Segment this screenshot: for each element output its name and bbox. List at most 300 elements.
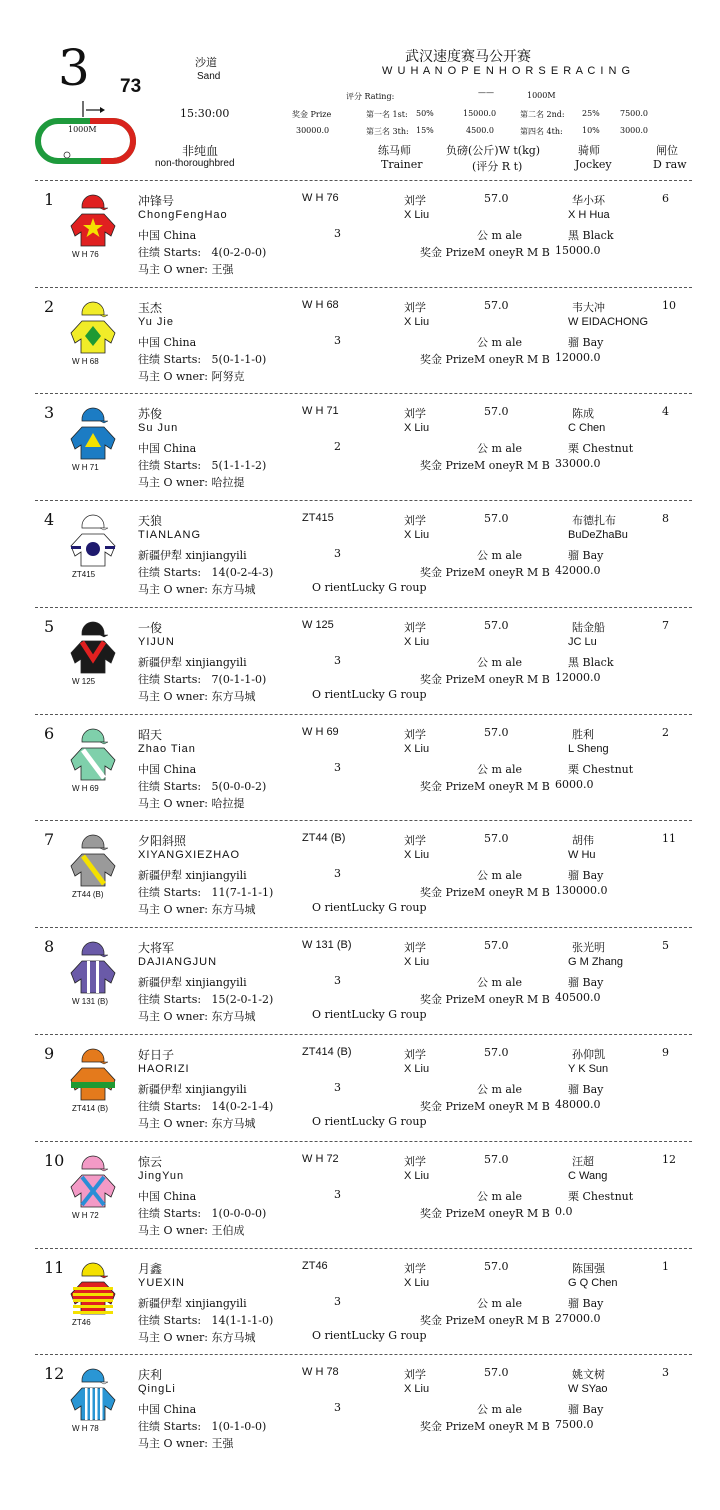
owner [138, 1329, 256, 1345]
trainer-cn: 刘学 [404, 301, 426, 314]
trainer-cn: 刘学 [404, 941, 426, 954]
horse-sex: 公 m ale [477, 869, 523, 882]
starts-label: 往绩 Starts: [138, 780, 202, 793]
fourth-amount: 3000.0 [620, 126, 648, 135]
jockey-cn: 张光明 [572, 941, 605, 954]
horse-name-en: Yu Jie [138, 316, 174, 328]
trainer-cn: 刘学 [404, 621, 426, 634]
breed-en: non-thoroughbred [155, 158, 235, 169]
trainer-en: X Liu [404, 209, 430, 221]
draw: 1 [662, 1260, 669, 1273]
entry-row-11 [0, 1252, 720, 1358]
owner-label: 马主 O wner: [138, 476, 208, 489]
weight: 57.0 [484, 939, 509, 952]
jockey-silks-icon [68, 512, 118, 568]
owner-label: 马主 O wner: [138, 690, 208, 703]
jockey-en: G Q Chen [568, 1277, 618, 1289]
starts-record: 5(0-1-1-0) [211, 353, 267, 366]
draw: 7 [662, 619, 669, 632]
entry-row-2 [0, 291, 720, 397]
starts-record: 7(0-1-1-0) [211, 673, 267, 686]
owner-name: 东方马城 [211, 903, 256, 916]
horse-colour: 黑 Black [568, 229, 614, 242]
starts-record: 11(7-1-1-1) [211, 886, 274, 899]
origin: 中国 China [138, 442, 197, 455]
second-amount: 7500.0 [620, 109, 648, 118]
horse-colour: 栗 Chestnut [568, 442, 634, 455]
starts-record: 4(0-2-0-0) [211, 246, 267, 259]
second-pct: 25% [582, 109, 600, 118]
owner-label: 马主 O wner: [138, 370, 208, 383]
owner-label: 马主 O wner: [138, 1437, 208, 1450]
horse-name-en: YIJUN [138, 636, 175, 648]
prize-money-label: 奖金 PrizeM oneyR M B [420, 353, 550, 366]
prize-money-label: 奖金 PrizeM oneyR M B [420, 1207, 550, 1220]
starts [138, 1098, 273, 1114]
owner-group: O rientLucky G roup [312, 1329, 427, 1342]
brand-code: W H 68 [72, 357, 99, 366]
jockey-en: W SYao [568, 1383, 608, 1395]
jockey-en: W EIDACHONG [568, 316, 649, 328]
starts [138, 671, 266, 687]
starts [138, 1205, 266, 1221]
jockey-silks-icon [68, 619, 118, 675]
horse-colour: 骝 Bay [568, 869, 604, 882]
horse-colour: 骝 Bay [568, 1403, 604, 1416]
brand-code: W H 69 [72, 784, 99, 793]
header-draw-en: D raw [653, 158, 687, 171]
horse-name-en: XIYANGXIEZHAO [138, 849, 241, 861]
horse-code: W H 69 [302, 726, 339, 738]
prize-label: 奖金 Prize [292, 110, 332, 119]
starts-record: 14(0-2-4-3) [211, 566, 274, 579]
horse-sex: 公 m ale [477, 763, 523, 776]
race-title-en: W U H A N O P E N H O R S E R A C I N G [382, 65, 632, 77]
owner [138, 1222, 245, 1238]
horse-name-en: YUEXIN [138, 1277, 185, 1289]
brand-code: ZT414 (B) [72, 1104, 109, 1113]
horse-name-cn: 好日子 [138, 1048, 175, 1062]
horse-rating: 3 [334, 761, 341, 774]
prize-money: 130000.0 [555, 884, 608, 897]
brand-code: W H 72 [72, 1211, 99, 1220]
starts [138, 564, 273, 580]
starts [138, 884, 273, 900]
saddle-number: 7 [44, 830, 55, 849]
horse-code: W H 78 [302, 1366, 339, 1378]
owner [138, 1115, 256, 1131]
draw: 9 [662, 1046, 669, 1059]
starts [138, 778, 266, 794]
origin: 新疆伊犁 xinjiangyili [138, 1083, 247, 1096]
trainer-en: X Liu [404, 956, 430, 968]
prize-money-label: 奖金 PrizeM oneyR M B [420, 993, 550, 1006]
second-label: 第二名 2nd: [520, 110, 565, 119]
horse-colour: 黑 Black [568, 656, 614, 669]
jockey-en: JC Lu [568, 636, 597, 648]
starts-label: 往绩 Starts: [138, 1100, 202, 1113]
weight: 57.0 [484, 512, 509, 525]
horse-code: W H 72 [302, 1153, 339, 1165]
jockey-en: X H Hua [568, 209, 610, 221]
prize-money-label: 奖金 PrizeM oneyR M B [420, 246, 550, 259]
jockey-en: BuDeZhaBu [568, 529, 628, 541]
jockey-cn: 孙仰凯 [572, 1048, 605, 1061]
horse-name-en: Su Jun [138, 422, 179, 434]
trainer-cn: 刘学 [404, 1155, 426, 1168]
saddle-number: 3 [44, 403, 55, 422]
header-weight-en: (评分 R t) [472, 160, 523, 173]
row-divider [35, 820, 692, 821]
horse-rating: 3 [334, 1295, 341, 1308]
starts-label: 往绩 Starts: [138, 353, 202, 366]
horse-rating: 3 [334, 334, 341, 347]
origin: 新疆伊犁 xinjiangyili [138, 976, 247, 989]
weight: 57.0 [484, 1153, 509, 1166]
header-weight-cn: 负磅(公斤)W t(kg) [446, 144, 541, 157]
horse-rating: 2 [334, 440, 341, 453]
row-divider [35, 500, 692, 501]
starts [138, 1312, 273, 1328]
brand-code: ZT46 [72, 1318, 91, 1327]
horse-sex: 公 m ale [477, 229, 523, 242]
trainer-en: X Liu [404, 529, 430, 541]
prize-money: 27000.0 [555, 1312, 601, 1325]
draw: 10 [662, 299, 676, 312]
draw: 5 [662, 939, 669, 952]
horse-sex: 公 m ale [477, 549, 523, 562]
owner [138, 368, 245, 384]
trainer-en: X Liu [404, 849, 430, 861]
brand-code: W H 76 [72, 250, 99, 259]
weight: 57.0 [484, 726, 509, 739]
row-divider [35, 1141, 692, 1142]
jockey-silks-icon [68, 1260, 118, 1316]
trainer-cn: 刘学 [404, 194, 426, 207]
trainer-en: X Liu [404, 1277, 430, 1289]
horse-rating: 3 [334, 974, 341, 987]
brand-code: W 125 [72, 677, 96, 686]
jockey-silks-icon [68, 832, 118, 888]
starts-label: 往绩 Starts: [138, 993, 202, 1006]
owner-label: 马主 O wner: [138, 1224, 208, 1237]
owner-name: 东方马城 [211, 1331, 256, 1344]
owner [138, 1435, 234, 1451]
weight: 57.0 [484, 619, 509, 632]
jockey-silks-icon [68, 192, 118, 248]
saddle-number: 1 [44, 190, 55, 209]
starts-record: 14(0-2-1-4) [211, 1100, 274, 1113]
horse-name-en: Zhao Tian [138, 743, 196, 755]
trainer-en: X Liu [404, 743, 430, 755]
horse-colour: 骝 Bay [568, 1083, 604, 1096]
horse-sex: 公 m ale [477, 976, 523, 989]
prize-money: 7500.0 [555, 1418, 594, 1431]
horse-name-en: DAJIANGJUN [138, 956, 218, 968]
jockey-cn: 陆金船 [572, 621, 605, 634]
jockey-en: L Sheng [568, 743, 609, 755]
trainer-en: X Liu [404, 636, 430, 648]
owner [138, 1008, 256, 1024]
owner-label: 马主 O wner: [138, 583, 208, 596]
horse-code: W 131 (B) [302, 939, 352, 951]
fourth-label: 第四名 4th: [520, 127, 563, 136]
prize-money: 12000.0 [555, 671, 601, 684]
header-trainer-cn: 练马师 [378, 144, 411, 157]
jockey-silks-icon [68, 726, 118, 782]
row-divider [35, 714, 692, 715]
jockey-en: C Chen [568, 422, 606, 434]
brand-code: W H 71 [72, 463, 99, 472]
owner-name: 东方马城 [211, 690, 256, 703]
header-draw-cn: 闸位 [656, 144, 678, 157]
origin: 新疆伊犁 xinjiangyili [138, 656, 247, 669]
owner-group: O rientLucky G roup [312, 1008, 427, 1021]
first-label: 第一名 1st: [366, 110, 408, 119]
entry-row-8 [0, 931, 720, 1037]
draw: 8 [662, 512, 669, 525]
weight: 57.0 [484, 1046, 509, 1059]
starts-label: 往绩 Starts: [138, 566, 202, 579]
starts-record: 15(2-0-1-2) [211, 993, 274, 1006]
starts-label: 往绩 Starts: [138, 1420, 202, 1433]
owner-label: 马主 O wner: [138, 263, 208, 276]
saddle-number: 5 [44, 617, 55, 636]
owner-group: O rientLucky G roup [312, 688, 427, 701]
trainer-cn: 刘学 [404, 1368, 426, 1381]
header-jockey-en: Jockey [575, 158, 612, 171]
starts-label: 往绩 Starts: [138, 673, 202, 686]
horse-colour: 骝 Bay [568, 976, 604, 989]
brand-code: ZT44 (B) [72, 890, 104, 899]
starts-record: 14(1-1-1-0) [211, 1314, 274, 1327]
surface-en: Sand [197, 71, 221, 82]
start-arrow-icon [78, 99, 106, 119]
starts-record: 5(1-1-1-2) [211, 459, 267, 472]
jockey-en: Y K Sun [568, 1063, 609, 1075]
horse-name-cn: 冲锋号 [138, 194, 175, 208]
prize-money: 15000.0 [555, 244, 601, 257]
owner-name: 哈拉提 [211, 476, 245, 489]
owner-name: 东方马城 [211, 583, 256, 596]
header-trainer-en: Trainer [381, 158, 423, 171]
horse-name-cn: 一俊 [138, 621, 163, 635]
starts-label: 往绩 Starts: [138, 886, 202, 899]
owner [138, 474, 245, 490]
entry-row-5 [0, 611, 720, 717]
owner [138, 261, 234, 277]
prize-money: 6000.0 [555, 778, 594, 791]
trainer-cn: 刘学 [404, 407, 426, 420]
horse-name-cn: 苏俊 [138, 407, 163, 421]
horse-name-cn: 庆利 [138, 1368, 163, 1382]
weight: 57.0 [484, 832, 509, 845]
owner-group: O rientLucky G roup [312, 1115, 427, 1128]
prize-money: 12000.0 [555, 351, 601, 364]
first-amount: 15000.0 [463, 109, 497, 118]
starts-record: 1(0-0-0-0) [211, 1207, 267, 1220]
third-amount: 4500.0 [466, 126, 494, 135]
origin: 中国 China [138, 336, 197, 349]
horse-rating: 3 [334, 1081, 341, 1094]
owner-label: 马主 O wner: [138, 1117, 208, 1130]
rating-label: 评分 Rating: [346, 92, 395, 101]
draw: 11 [662, 832, 676, 845]
first-pct: 50% [416, 109, 434, 118]
saddle-number: 8 [44, 937, 55, 956]
horse-name-en: TIANLANG [138, 529, 202, 541]
horse-rating: 3 [334, 867, 341, 880]
row-divider [35, 927, 692, 928]
origin: 中国 China [138, 229, 197, 242]
row-divider [35, 1354, 692, 1355]
horse-sex: 公 m ale [477, 656, 523, 669]
horse-name-en: ChongFengHao [138, 209, 228, 221]
race-title-cn: 武汉速度赛马公开赛 [405, 49, 531, 65]
brand-code: W H 78 [72, 1424, 99, 1433]
trainer-cn: 刘学 [404, 1048, 426, 1061]
horse-code: ZT46 [302, 1260, 328, 1272]
origin: 新疆伊犁 xinjiangyili [138, 549, 247, 562]
horse-code: ZT44 (B) [302, 832, 346, 844]
third-pct: 15% [416, 126, 434, 135]
jockey-cn: 韦大冲 [572, 301, 605, 314]
trainer-cn: 刘学 [404, 1262, 426, 1275]
owner [138, 688, 256, 704]
row-divider [35, 287, 692, 288]
starts-label: 往绩 Starts: [138, 1314, 202, 1327]
weight: 57.0 [484, 299, 509, 312]
track-diagram [35, 118, 136, 164]
jockey-en: W Hu [568, 849, 596, 861]
owner [138, 581, 256, 597]
prize-money-label: 奖金 PrizeM oneyR M B [420, 780, 550, 793]
horse-name-cn: 天狼 [138, 514, 163, 528]
row-divider [35, 607, 692, 608]
jockey-cn: 胜利 [572, 728, 594, 741]
starts [138, 351, 266, 367]
horse-colour: 骝 Bay [568, 549, 604, 562]
entry-row-12 [0, 1358, 720, 1464]
owner-name: 哈拉提 [211, 797, 245, 810]
jockey-cn: 陈成 [572, 407, 594, 420]
horse-colour: 栗 Chestnut [568, 763, 634, 776]
horse-name-cn: 惊云 [138, 1155, 163, 1169]
owner-group: O rientLucky G roup [312, 901, 427, 914]
saddle-number: 6 [44, 724, 55, 743]
trainer-cn: 刘学 [404, 728, 426, 741]
horse-rating: 3 [334, 1401, 341, 1414]
prize-money-label: 奖金 PrizeM oneyR M B [420, 459, 550, 472]
horse-name-en: JingYun [138, 1170, 185, 1182]
draw: 2 [662, 726, 669, 739]
breed-cn: 非纯血 [182, 144, 219, 158]
header-divider [35, 180, 692, 181]
header-jockey-cn: 骑师 [578, 144, 600, 157]
origin: 中国 China [138, 1190, 197, 1203]
jockey-silks-icon [68, 405, 118, 461]
jockey-cn: 布德扎布 [572, 514, 616, 527]
row-divider [35, 1248, 692, 1249]
draw: 3 [662, 1366, 669, 1379]
horse-name-en: QingLi [138, 1383, 176, 1395]
entry-row-7 [0, 824, 720, 930]
prize-money-label: 奖金 PrizeM oneyR M B [420, 1100, 550, 1113]
horse-sex: 公 m ale [477, 1403, 523, 1416]
jockey-en: C Wang [568, 1170, 608, 1182]
horse-code: W H 76 [302, 192, 339, 204]
brand-code: W 131 (B) [72, 997, 109, 1006]
jockey-silks-icon [68, 1366, 118, 1422]
owner-name: 阿努克 [211, 370, 245, 383]
origin: 中国 China [138, 763, 197, 776]
row-divider [35, 1034, 692, 1035]
prize-money-label: 奖金 PrizeM oneyR M B [420, 1420, 550, 1433]
entry-row-9 [0, 1038, 720, 1144]
owner-name: 王伯成 [211, 1224, 245, 1237]
horse-sex: 公 m ale [477, 1297, 523, 1310]
fourth-pct: 10% [582, 126, 600, 135]
surface-cn: 沙道 [195, 56, 217, 69]
jockey-cn: 汪超 [572, 1155, 594, 1168]
horse-name-cn: 夕阳斜照 [138, 834, 187, 848]
trainer-cn: 刘学 [404, 514, 426, 527]
jockey-cn: 胡伟 [572, 834, 594, 847]
owner-group: O rientLucky G roup [312, 581, 427, 594]
entry-row-4 [0, 504, 720, 610]
owner-name: 王强 [211, 263, 234, 276]
draw: 6 [662, 192, 669, 205]
horse-code: ZT415 [302, 512, 334, 524]
race-rating: 73 [120, 76, 142, 97]
saddle-number: 11 [44, 1258, 65, 1277]
horse-colour: 骝 Bay [568, 1297, 604, 1310]
race-distance: 1000M [527, 91, 556, 100]
trainer-en: X Liu [404, 422, 430, 434]
starts-record: 1(0-1-0-0) [211, 1420, 267, 1433]
jockey-cn: 姚文树 [572, 1368, 605, 1381]
horse-code: W H 68 [302, 299, 339, 311]
saddle-number: 2 [44, 297, 55, 316]
horse-sex: 公 m ale [477, 442, 523, 455]
trainer-en: X Liu [404, 316, 430, 328]
owner-name: 东方马城 [211, 1010, 256, 1023]
jockey-cn: 陈国强 [572, 1262, 605, 1275]
jockey-cn: 华小环 [572, 194, 605, 207]
prize-money-label: 奖金 PrizeM oneyR M B [420, 566, 550, 579]
origin: 中国 China [138, 1403, 197, 1416]
saddle-number: 12 [44, 1364, 65, 1383]
prize-money: 48000.0 [555, 1098, 601, 1111]
starts [138, 457, 266, 473]
prize-money: 42000.0 [555, 564, 601, 577]
horse-rating: 3 [334, 1188, 341, 1201]
jockey-silks-icon [68, 1153, 118, 1209]
prize-total: 30000.0 [296, 126, 330, 135]
starts [138, 991, 273, 1007]
third-label: 第三名 3th: [366, 127, 409, 136]
trainer-en: X Liu [404, 1063, 430, 1075]
horse-sex: 公 m ale [477, 1083, 523, 1096]
starts [138, 1418, 266, 1434]
jockey-silks-icon [68, 939, 118, 995]
prize-money-label: 奖金 PrizeM oneyR M B [420, 1314, 550, 1327]
owner-label: 马主 O wner: [138, 797, 208, 810]
owner-label: 马主 O wner: [138, 1010, 208, 1023]
draw: 4 [662, 405, 669, 418]
horse-name-cn: 大将军 [138, 941, 175, 955]
horse-code: ZT414 (B) [302, 1046, 352, 1058]
